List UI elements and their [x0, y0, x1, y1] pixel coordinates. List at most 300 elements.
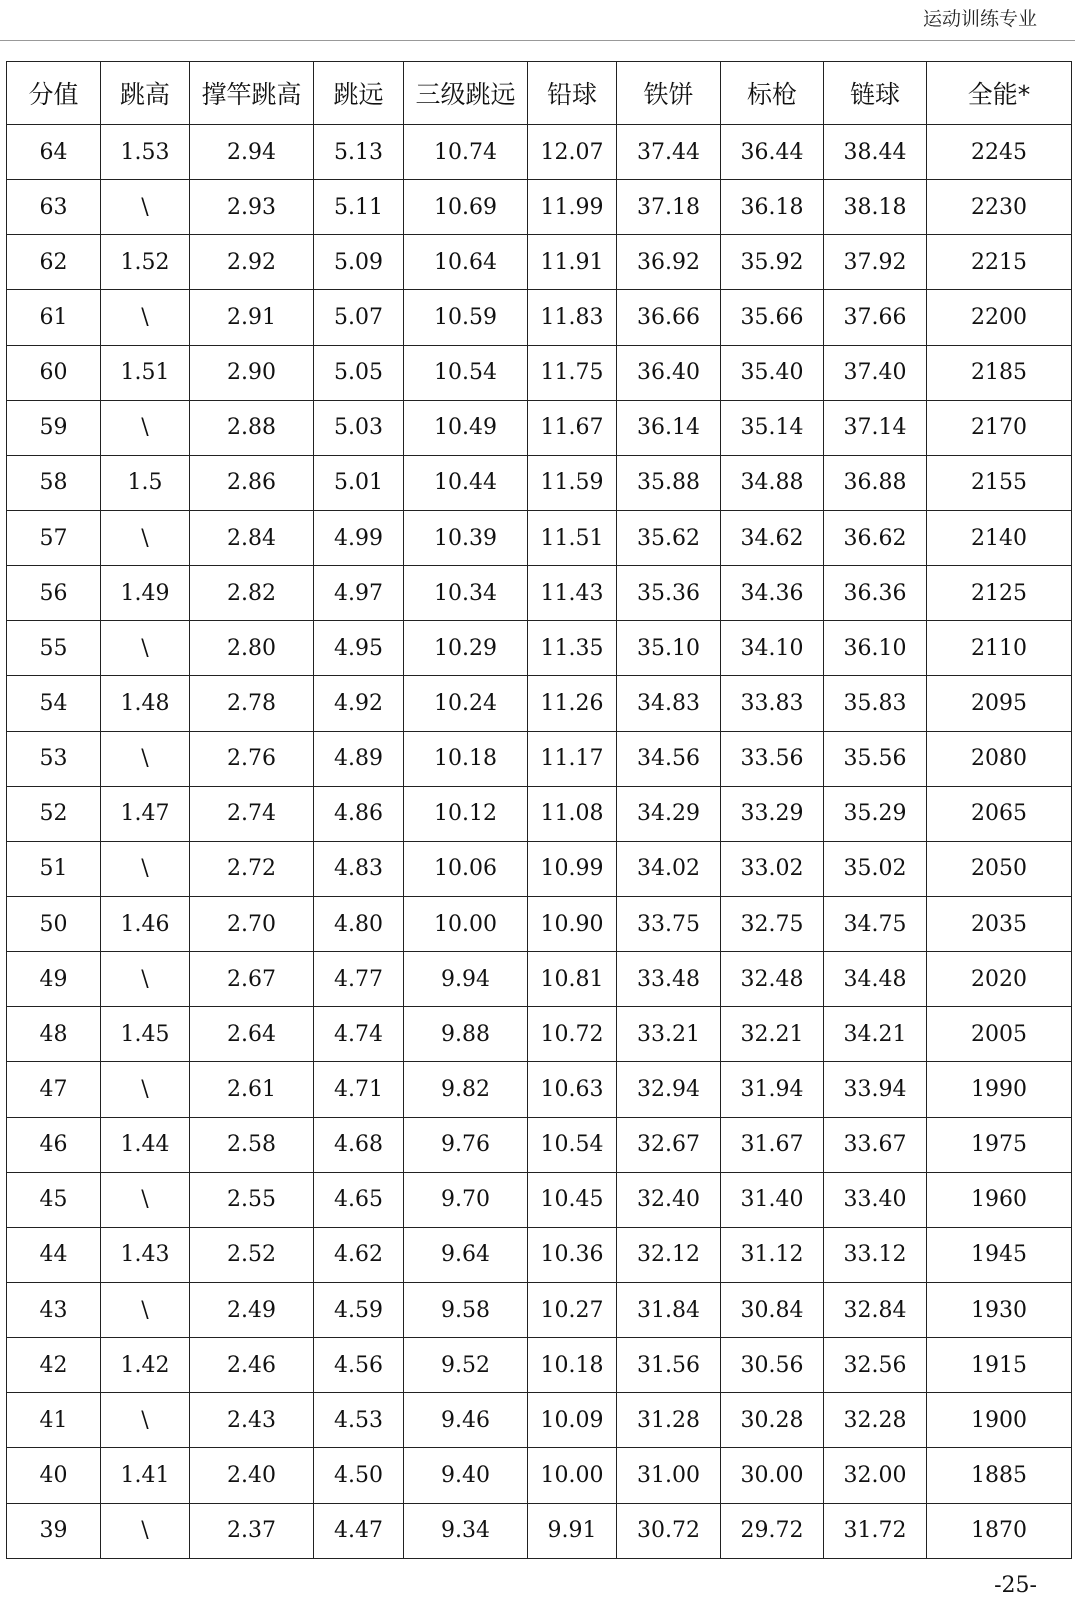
table-cell: 1945 — [927, 1227, 1072, 1282]
table-cell: 2.40 — [190, 1448, 314, 1503]
table-cell: 9.76 — [404, 1117, 528, 1172]
table-cell: 10.59 — [404, 290, 528, 345]
table-cell: 5.01 — [314, 455, 404, 510]
table-row — [7, 1007, 1072, 1062]
table-cell: 35.92 — [721, 235, 824, 290]
table-cell: 31.56 — [617, 1338, 721, 1393]
table-cell: 35.02 — [824, 841, 927, 896]
column-header: 全能* — [927, 62, 1072, 125]
table-cell: 36.44 — [721, 125, 824, 180]
table-row — [7, 1338, 1072, 1393]
column-header: 铁饼 — [617, 62, 721, 125]
table-cell: 5.13 — [314, 125, 404, 180]
table-cell: 38.44 — [824, 125, 927, 180]
table-cell: 30.00 — [721, 1448, 824, 1503]
table-cell: 4.50 — [314, 1448, 404, 1503]
table-cell: 36.36 — [824, 566, 927, 621]
table-cell: 10.34 — [404, 566, 528, 621]
table-cell: 33.83 — [721, 676, 824, 731]
table-cell: 32.94 — [617, 1062, 721, 1117]
table-cell: 36.92 — [617, 235, 721, 290]
table-cell: 2020 — [927, 952, 1072, 1007]
table-cell: 35.29 — [824, 786, 927, 841]
table-cell: 2155 — [927, 455, 1072, 510]
table-row — [7, 510, 1072, 565]
table-cell: 55 — [7, 621, 101, 676]
table-cell: 1870 — [927, 1503, 1072, 1558]
table-cell: 33.02 — [721, 841, 824, 896]
table-cell: 4.68 — [314, 1117, 404, 1172]
table-cell: 56 — [7, 566, 101, 621]
table-row — [7, 952, 1072, 1007]
table-cell: 4.77 — [314, 952, 404, 1007]
table-cell: 1.43 — [101, 1227, 190, 1282]
table-cell: 59 — [7, 400, 101, 455]
column-header: 铅球 — [528, 62, 617, 125]
table-cell: 35.40 — [721, 345, 824, 400]
table-cell: 31.28 — [617, 1393, 721, 1448]
table-cell: 33.94 — [824, 1062, 927, 1117]
score-table — [6, 61, 1072, 1559]
table-cell: 12.07 — [528, 125, 617, 180]
table-cell: 42 — [7, 1338, 101, 1393]
table-cell: 2.82 — [190, 566, 314, 621]
table-cell: 34.83 — [617, 676, 721, 731]
table-cell: 34.62 — [721, 510, 824, 565]
table-cell: 36.10 — [824, 621, 927, 676]
table-cell: 1.48 — [101, 676, 190, 731]
table-cell: 43 — [7, 1282, 101, 1337]
table-cell: 10.18 — [528, 1338, 617, 1393]
table-cell: 34.21 — [824, 1007, 927, 1062]
table-cell: 31.94 — [721, 1062, 824, 1117]
table-cell: \ — [101, 400, 190, 455]
table-cell: 2200 — [927, 290, 1072, 345]
table-cell: 53 — [7, 731, 101, 786]
table-cell: 1960 — [927, 1172, 1072, 1227]
table-cell: 10.24 — [404, 676, 528, 731]
table-cell: 4.86 — [314, 786, 404, 841]
table-cell: 1.53 — [101, 125, 190, 180]
column-header: 跳远 — [314, 62, 404, 125]
table-cell: 29.72 — [721, 1503, 824, 1558]
table-cell: \ — [101, 1503, 190, 1558]
table-cell: 2095 — [927, 676, 1072, 731]
table-cell: 35.10 — [617, 621, 721, 676]
table-row — [7, 345, 1072, 400]
table-row — [7, 1448, 1072, 1503]
table-cell: 11.83 — [528, 290, 617, 345]
table-cell: 41 — [7, 1393, 101, 1448]
table-cell: 34.02 — [617, 841, 721, 896]
table-cell: 37.40 — [824, 345, 927, 400]
table-cell: 10.49 — [404, 400, 528, 455]
table-cell: \ — [101, 731, 190, 786]
table-header-row — [7, 62, 1072, 125]
table-cell: 10.00 — [404, 896, 528, 951]
table-cell: 35.62 — [617, 510, 721, 565]
table-row — [7, 786, 1072, 841]
table-cell: 5.05 — [314, 345, 404, 400]
table-cell: 51 — [7, 841, 101, 896]
table-cell: 2.91 — [190, 290, 314, 345]
table-cell: 49 — [7, 952, 101, 1007]
table-cell: 39 — [7, 1503, 101, 1558]
table-cell: 32.40 — [617, 1172, 721, 1227]
table-cell: 35.66 — [721, 290, 824, 345]
table-cell: 36.18 — [721, 180, 824, 235]
table-cell: 2185 — [927, 345, 1072, 400]
table-cell: 10.45 — [528, 1172, 617, 1227]
table-cell: 35.56 — [824, 731, 927, 786]
table-cell: 9.40 — [404, 1448, 528, 1503]
table-cell: 2035 — [927, 896, 1072, 951]
table-cell: 37.66 — [824, 290, 927, 345]
table-cell: 5.03 — [314, 400, 404, 455]
table-cell: 57 — [7, 510, 101, 565]
table-cell: 33.29 — [721, 786, 824, 841]
table-cell: 11.43 — [528, 566, 617, 621]
table-cell: 1990 — [927, 1062, 1072, 1117]
column-header: 撑竿跳高 — [190, 62, 314, 125]
table-cell: 2.64 — [190, 1007, 314, 1062]
table-cell: 4.95 — [314, 621, 404, 676]
table-cell: 11.75 — [528, 345, 617, 400]
table-cell: 11.17 — [528, 731, 617, 786]
table-cell: 34.29 — [617, 786, 721, 841]
table-cell: 2245 — [927, 125, 1072, 180]
column-header: 标枪 — [721, 62, 824, 125]
table-cell: 34.10 — [721, 621, 824, 676]
table-cell: 40 — [7, 1448, 101, 1503]
table-cell: \ — [101, 1062, 190, 1117]
table-cell: 5.07 — [314, 290, 404, 345]
table-cell: 2110 — [927, 621, 1072, 676]
table-cell: 11.59 — [528, 455, 617, 510]
table-cell: 34.56 — [617, 731, 721, 786]
table-cell: 1975 — [927, 1117, 1072, 1172]
table-cell: 1.44 — [101, 1117, 190, 1172]
table-row — [7, 180, 1072, 235]
table-cell: \ — [101, 1393, 190, 1448]
table-cell: 1.5 — [101, 455, 190, 510]
table-cell: 36.62 — [824, 510, 927, 565]
table-cell: 2080 — [927, 731, 1072, 786]
table-row — [7, 566, 1072, 621]
table-cell: 1915 — [927, 1338, 1072, 1393]
table-cell: 1.49 — [101, 566, 190, 621]
table-cell: 10.27 — [528, 1282, 617, 1337]
table-body — [7, 125, 1072, 1559]
table-cell: 35.83 — [824, 676, 927, 731]
table-cell: 52 — [7, 786, 101, 841]
table-cell: 11.51 — [528, 510, 617, 565]
table-cell: 2.52 — [190, 1227, 314, 1282]
table-cell: 10.99 — [528, 841, 617, 896]
table-cell: 2.37 — [190, 1503, 314, 1558]
table-cell: 1.42 — [101, 1338, 190, 1393]
table-cell: 2050 — [927, 841, 1072, 896]
table-cell: \ — [101, 952, 190, 1007]
table-cell: \ — [101, 510, 190, 565]
table-cell: 2.94 — [190, 125, 314, 180]
table-cell: 36.40 — [617, 345, 721, 400]
table-cell: 60 — [7, 345, 101, 400]
table-cell: 10.06 — [404, 841, 528, 896]
table-cell: 61 — [7, 290, 101, 345]
table-row — [7, 125, 1072, 180]
table-cell: 11.26 — [528, 676, 617, 731]
table-cell: 11.99 — [528, 180, 617, 235]
table-cell: 4.56 — [314, 1338, 404, 1393]
table-cell: 2.58 — [190, 1117, 314, 1172]
table-cell: 2.88 — [190, 400, 314, 455]
table-cell: 2065 — [927, 786, 1072, 841]
table-cell: 10.39 — [404, 510, 528, 565]
table-cell: 4.59 — [314, 1282, 404, 1337]
table-cell: 9.82 — [404, 1062, 528, 1117]
table-cell: 2.67 — [190, 952, 314, 1007]
table-cell: \ — [101, 290, 190, 345]
table-cell: 37.18 — [617, 180, 721, 235]
table-cell: 4.89 — [314, 731, 404, 786]
table-cell: 4.65 — [314, 1172, 404, 1227]
table-cell: 30.84 — [721, 1282, 824, 1337]
table-cell: 2.86 — [190, 455, 314, 510]
table-cell: 9.58 — [404, 1282, 528, 1337]
table-cell: 31.00 — [617, 1448, 721, 1503]
table-cell: 4.74 — [314, 1007, 404, 1062]
table-cell: \ — [101, 1172, 190, 1227]
table-cell: 35.88 — [617, 455, 721, 510]
table-cell: 9.64 — [404, 1227, 528, 1282]
table-cell: 9.34 — [404, 1503, 528, 1558]
table-cell: 62 — [7, 235, 101, 290]
table-cell: 10.64 — [404, 235, 528, 290]
table-cell: 2215 — [927, 235, 1072, 290]
table-cell: 33.40 — [824, 1172, 927, 1227]
table-cell: 33.12 — [824, 1227, 927, 1282]
table-cell: 5.09 — [314, 235, 404, 290]
table-cell: 2.80 — [190, 621, 314, 676]
table-cell: 1900 — [927, 1393, 1072, 1448]
table-cell: 32.28 — [824, 1393, 927, 1448]
table-cell: 31.40 — [721, 1172, 824, 1227]
table-cell: 47 — [7, 1062, 101, 1117]
table-cell: 32.48 — [721, 952, 824, 1007]
table-cell: 32.56 — [824, 1338, 927, 1393]
table-cell: 44 — [7, 1227, 101, 1282]
table-cell: \ — [101, 180, 190, 235]
table-cell: 4.53 — [314, 1393, 404, 1448]
table-cell: \ — [101, 1282, 190, 1337]
column-header: 链球 — [824, 62, 927, 125]
table-row — [7, 841, 1072, 896]
table-cell: 2140 — [927, 510, 1072, 565]
table-cell: 32.12 — [617, 1227, 721, 1282]
table-cell: 37.92 — [824, 235, 927, 290]
table-row — [7, 235, 1072, 290]
table-cell: 10.12 — [404, 786, 528, 841]
table-cell: 11.35 — [528, 621, 617, 676]
table-cell: 2230 — [927, 180, 1072, 235]
table-cell: 1930 — [927, 1282, 1072, 1337]
table-row — [7, 455, 1072, 510]
column-header: 三级跳远 — [404, 62, 528, 125]
header-title: 运动训练专业 — [922, 8, 1037, 30]
table-cell: 54 — [7, 676, 101, 731]
table-cell: 31.12 — [721, 1227, 824, 1282]
table-cell: 2.70 — [190, 896, 314, 951]
table-cell: 32.00 — [824, 1448, 927, 1503]
table-cell: 2.74 — [190, 786, 314, 841]
table-cell: 33.48 — [617, 952, 721, 1007]
table-cell: 37.44 — [617, 125, 721, 180]
table-cell: 11.08 — [528, 786, 617, 841]
table-cell: 1.51 — [101, 345, 190, 400]
table-cell: 2005 — [927, 1007, 1072, 1062]
table-row — [7, 621, 1072, 676]
table-cell: 33.56 — [721, 731, 824, 786]
table-row — [7, 676, 1072, 731]
table-cell: 1.41 — [101, 1448, 190, 1503]
table-cell: 33.67 — [824, 1117, 927, 1172]
table-cell: 10.18 — [404, 731, 528, 786]
table-cell: 4.99 — [314, 510, 404, 565]
table-cell: 1.45 — [101, 1007, 190, 1062]
table-cell: 9.70 — [404, 1172, 528, 1227]
table-cell: \ — [101, 841, 190, 896]
table-cell: 34.75 — [824, 896, 927, 951]
table-cell: 9.88 — [404, 1007, 528, 1062]
table-row — [7, 290, 1072, 345]
table-cell: 45 — [7, 1172, 101, 1227]
table-cell: 10.90 — [528, 896, 617, 951]
table-cell: 4.62 — [314, 1227, 404, 1282]
table-row — [7, 1172, 1072, 1227]
table-cell: 4.47 — [314, 1503, 404, 1558]
table-cell: 32.67 — [617, 1117, 721, 1172]
column-header: 分值 — [7, 62, 101, 125]
table-cell: 10.69 — [404, 180, 528, 235]
table-cell: 4.97 — [314, 566, 404, 621]
table-cell: 34.48 — [824, 952, 927, 1007]
table-cell: 10.74 — [404, 125, 528, 180]
table-cell: 36.14 — [617, 400, 721, 455]
table-cell: 31.67 — [721, 1117, 824, 1172]
table-cell: 4.71 — [314, 1062, 404, 1117]
table-row — [7, 1117, 1072, 1172]
table-cell: 2.90 — [190, 345, 314, 400]
table-cell: 10.63 — [528, 1062, 617, 1117]
table-cell: 4.83 — [314, 841, 404, 896]
table-cell: 34.88 — [721, 455, 824, 510]
table-cell: 2.46 — [190, 1338, 314, 1393]
table-cell: 30.28 — [721, 1393, 824, 1448]
table-cell: 35.14 — [721, 400, 824, 455]
table-cell: 10.54 — [528, 1117, 617, 1172]
table-cell: 9.52 — [404, 1338, 528, 1393]
table-cell: 10.36 — [528, 1227, 617, 1282]
table-cell: 2.43 — [190, 1393, 314, 1448]
table-cell: 5.11 — [314, 180, 404, 235]
table-cell: 36.66 — [617, 290, 721, 345]
table-row — [7, 731, 1072, 786]
table-row — [7, 400, 1072, 455]
table-row — [7, 1282, 1072, 1337]
table-cell: 2.49 — [190, 1282, 314, 1337]
table-cell: 2.92 — [190, 235, 314, 290]
table-cell: 2.84 — [190, 510, 314, 565]
table-row — [7, 1062, 1072, 1117]
table-cell: 2.72 — [190, 841, 314, 896]
table-cell: 10.72 — [528, 1007, 617, 1062]
table-cell: 50 — [7, 896, 101, 951]
table-cell: 10.44 — [404, 455, 528, 510]
table-cell: \ — [101, 621, 190, 676]
table-cell: 9.94 — [404, 952, 528, 1007]
table-cell: 32.84 — [824, 1282, 927, 1337]
table-cell: 64 — [7, 125, 101, 180]
table-cell: 37.14 — [824, 400, 927, 455]
table-cell: 32.75 — [721, 896, 824, 951]
table-cell: 10.29 — [404, 621, 528, 676]
table-row — [7, 1393, 1072, 1448]
table-cell: 2125 — [927, 566, 1072, 621]
table-cell: 34.36 — [721, 566, 824, 621]
table-cell: 1.46 — [101, 896, 190, 951]
table-cell: 30.72 — [617, 1503, 721, 1558]
table-cell: 2.76 — [190, 731, 314, 786]
table-cell: 31.84 — [617, 1282, 721, 1337]
table-cell: 4.80 — [314, 896, 404, 951]
table-cell: 11.67 — [528, 400, 617, 455]
table-cell: 2170 — [927, 400, 1072, 455]
table-row — [7, 1227, 1072, 1282]
table-cell: 33.75 — [617, 896, 721, 951]
table-cell: 31.72 — [824, 1503, 927, 1558]
table-cell: 48 — [7, 1007, 101, 1062]
table-cell: 63 — [7, 180, 101, 235]
table-cell: 2.78 — [190, 676, 314, 731]
column-header: 跳高 — [101, 62, 190, 125]
table-cell: 58 — [7, 455, 101, 510]
table-cell: 10.00 — [528, 1448, 617, 1503]
table-cell: 30.56 — [721, 1338, 824, 1393]
table-cell: 33.21 — [617, 1007, 721, 1062]
table-cell: 1.47 — [101, 786, 190, 841]
table-cell: 35.36 — [617, 566, 721, 621]
table-row — [7, 1503, 1072, 1558]
table-cell: 10.54 — [404, 345, 528, 400]
header-rule — [0, 40, 1075, 41]
table-cell: 11.91 — [528, 235, 617, 290]
table-cell: 2.61 — [190, 1062, 314, 1117]
table-cell: 10.09 — [528, 1393, 617, 1448]
table-cell: 9.91 — [528, 1503, 617, 1558]
table-cell: 10.81 — [528, 952, 617, 1007]
table-cell: 4.92 — [314, 676, 404, 731]
table-cell: 1.52 — [101, 235, 190, 290]
table-cell: 1885 — [927, 1448, 1072, 1503]
table-cell: 2.55 — [190, 1172, 314, 1227]
table-cell: 9.46 — [404, 1393, 528, 1448]
table-cell: 36.88 — [824, 455, 927, 510]
page-number: -25- — [994, 1573, 1037, 1598]
table-cell: 32.21 — [721, 1007, 824, 1062]
table-cell: 38.18 — [824, 180, 927, 235]
table-cell: 46 — [7, 1117, 101, 1172]
